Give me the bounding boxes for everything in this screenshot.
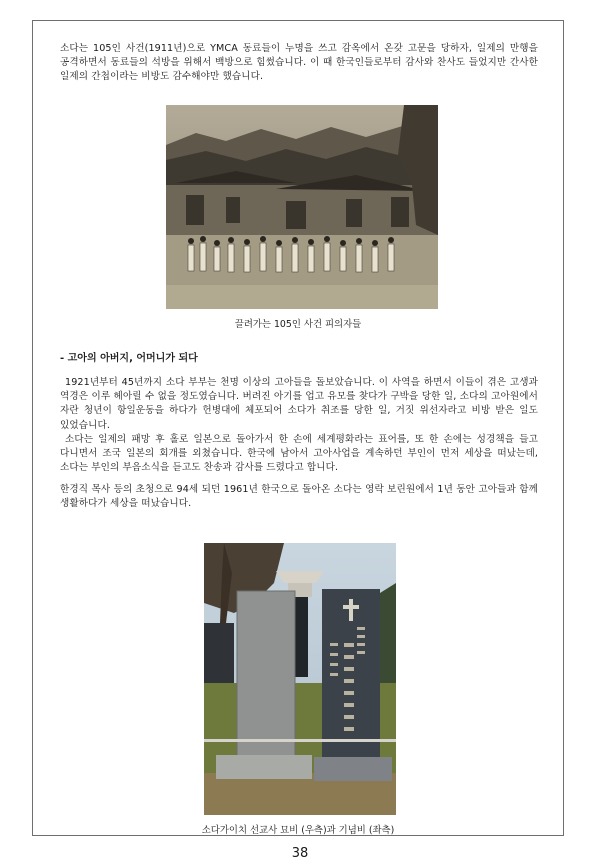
sepia-street-image <box>166 105 438 309</box>
paragraph-3: 한경직 목사 등의 초청으로 94세 되던 1961년 한국으로 돌아온 소다는 영락 보린원에서 1년 동안 고아들과 함께 생활하다가 세상을 떠났습니다. <box>60 484 538 510</box>
photo2-caption: 소다가이치 선교사 묘비 (우측)과 기념비 (좌측) <box>201 825 395 836</box>
paragraph-1: 1921년부터 45년까지 소다 부부는 천명 이상의 고아들을 돌보았습니다. 이 사역을 하면서 이들이 겪은 고생과 역경은 이루 헤아릴 수 없을 정도였습니다. 버려진 아기를 업고 유모를 찾다가 구박을 당한 일, 소다의 고아원에서 자란 청년이 항일운동을 하다가 헌병대에 체포되어 소다가 취조를 당한 일, 거짓 위선자라고 비방 받은 일도 있었습니다. <box>60 377 538 431</box>
page-number: 38 <box>291 846 309 861</box>
photo-105-incident <box>166 105 438 309</box>
photo1-caption: 끌려가는 105인 사건 피의자들 <box>234 319 362 330</box>
memorial-stones-image <box>204 543 396 815</box>
photo-memorial-stones <box>204 543 396 815</box>
section-heading: - 고아의 아버지, 어머니가 되다 <box>60 353 198 364</box>
paragraph-2: 소다는 일제의 패망 후 홀로 일본으로 돌아가서 한 손에 세계평화라는 표어를, 또 한 손에는 성경책을 들고 다니면서 조국 일본의 회개를 외쳤습니다. 한국에 남아서 고아사업을 계속하던 부인이 먼저 세상을 떠났는데, 소다는 부인의 부음소식을 듣고도 찬송과 감사를 드렸다고 합니다. <box>60 434 538 474</box>
intro-paragraph: 소다는 105인 사건(1911년)으로 YMCA 동료들이 누명을 쓰고 감옥에서 온갖 고문을 당하자, 일제의 만행을 공격하면서 동료들의 석방을 위해서 백방으로 힘썼습니다. 이 때 한국인들로부터 감사와 찬사도 들었지만 간사한 일제의 간첩이라는 비방도 감수해야만 했습니다. <box>60 43 538 83</box>
